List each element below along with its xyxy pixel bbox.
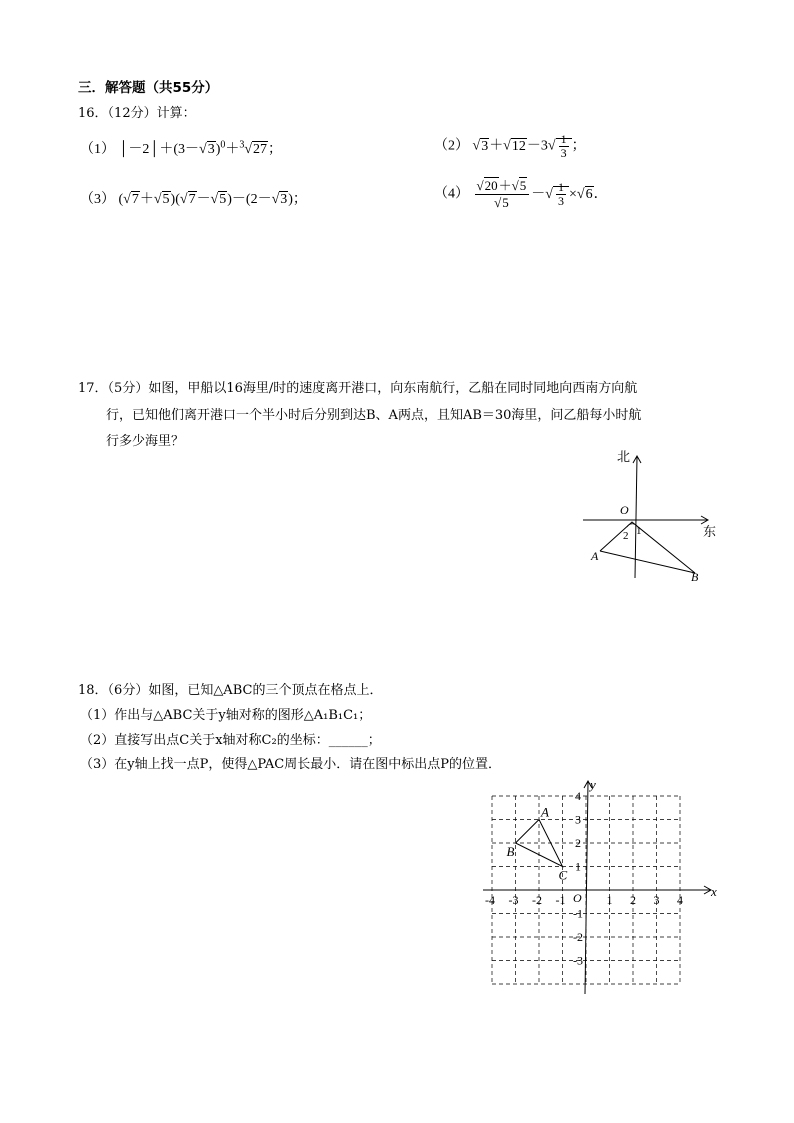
point-c-label: C (558, 867, 568, 883)
y-tick-label: 4 (575, 789, 581, 803)
q16-part2 (434, 133, 586, 160)
triangle-oab (600, 522, 695, 573)
q16-part4-label: （4） (434, 186, 469, 202)
q16-part1 (80, 138, 282, 158)
q16-part3-expr: (√7＋√5)(√7－√5)－(2－√3)； (118, 192, 307, 207)
grid-origin-label: O (573, 891, 582, 905)
q16-heading: 16．（12分）计算： (78, 106, 196, 121)
y-tick-label: 1 (575, 859, 581, 874)
q17-line1: 17．（5分）如图，甲船以16海里/时的速度离开港口，向东南航行，乙船在同时同地向西南方向航 (78, 381, 638, 396)
q16-part1-expr: $│-2│+(3-√3)^0+^3√27$； (118, 139, 283, 157)
y-tick-label: 3 (575, 812, 581, 827)
q17-figure (575, 445, 725, 590)
x-tick-label: 3 (653, 893, 660, 907)
q16-part1-label: （1） (80, 142, 115, 157)
x-tick-label: -3 (508, 893, 519, 907)
y-tick-label: -2 (573, 930, 583, 944)
q18-heading: 18．（6分）如图，已知△ABC的三个顶点在格点上． (78, 683, 383, 698)
y-tick-label: -3 (573, 953, 583, 968)
q16-part3 (80, 188, 307, 208)
x-tick-label: -4 (485, 893, 495, 907)
y-axis-label: y (590, 777, 596, 792)
x-axis-label: x (711, 884, 717, 899)
y-tick-label: -1 (573, 906, 583, 921)
x-tick-label: 1 (606, 893, 613, 907)
q18-coordinate-figure (478, 776, 728, 998)
east-label: 东 (703, 524, 717, 539)
x-tick-label: 4 (677, 893, 683, 907)
north-label: 北 (617, 449, 631, 464)
point-b-label: B (506, 844, 515, 859)
tick-labels (485, 789, 683, 968)
q18-part1: （1）作出与△ABC关于y轴对称的图形△A₁B₁C₁； (80, 708, 372, 723)
point-a-label: A (541, 804, 549, 820)
q17-line2: 行，已知他们离开港口一个半小时后分别到达B、A两点，且知AB＝30海里，问乙船每小时航 (106, 408, 642, 423)
y-tick-label: 2 (575, 836, 581, 850)
angle2-label: 2 (623, 530, 629, 542)
q18-part3: （3）在y轴上找一点P，使得△PAC周长最小．请在图中标出点P的位置． (80, 757, 501, 772)
angle1-label: 1 (636, 525, 642, 537)
q17-line3: 行多少海里？ (106, 434, 185, 449)
q16-part2-label: （2） (434, 138, 469, 154)
q16-part3-label: （3） (80, 192, 115, 207)
x-tick-label: 2 (630, 893, 636, 907)
q16-part4-expr: $\frac{√20+√5}{√5}$ －√ $\frac{1}{3}$ ×√6． (476, 178, 608, 210)
x-tick-label: -1 (555, 893, 566, 907)
section-title: 三．解答题（共55分） (78, 80, 219, 96)
q16-part4 (434, 178, 608, 211)
y-axis (585, 782, 588, 994)
q18-part2: （2）直接写出点C关于x轴对称C₂的坐标：______； (80, 733, 381, 748)
origin-label: O (620, 503, 629, 517)
point-a-label: A (591, 549, 599, 563)
q16-part2-expr: √3＋√12－3√ $\frac{1}{3}$ ； (472, 132, 586, 160)
x-tick-label: -2 (532, 893, 542, 907)
point-b-label: B (691, 570, 699, 584)
